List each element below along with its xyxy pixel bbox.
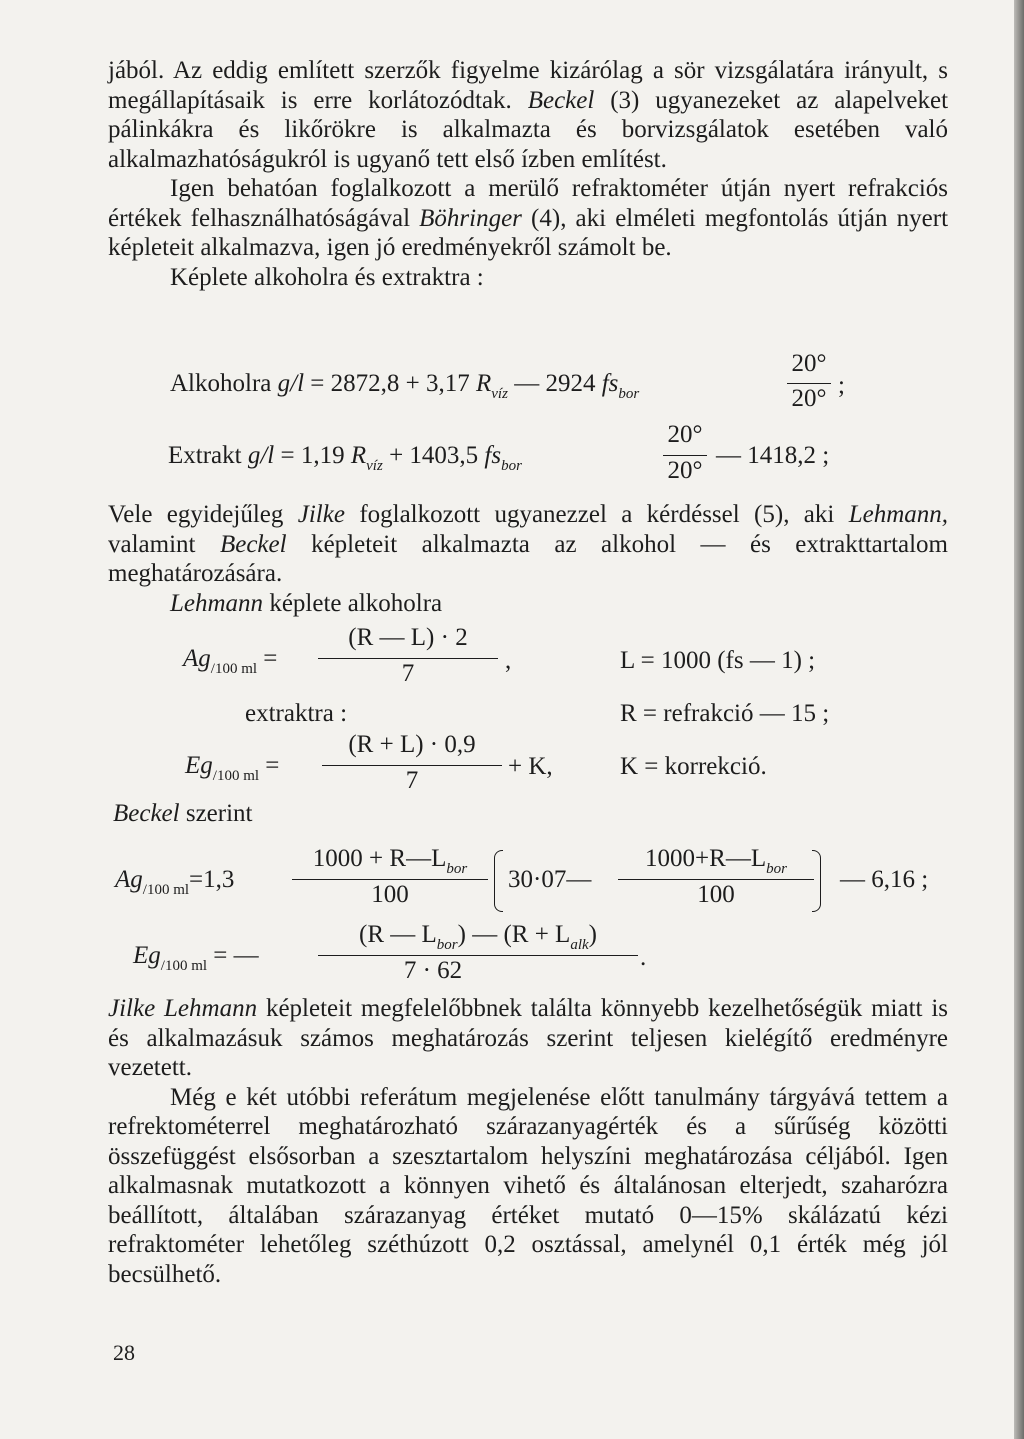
ag2-den2: 100 [697, 881, 735, 908]
f2-label: Extrakt [168, 442, 242, 469]
eg2-lhs: Eg [133, 942, 161, 969]
page-number: 28 [113, 1340, 135, 1365]
ag2-left-bracket [494, 850, 503, 912]
def-l: L = 1000 (fs — 1) ; [620, 647, 816, 674]
ag2-num2: 1000+R—L [645, 845, 767, 872]
ag2-num2-sub: bor [766, 861, 787, 877]
para4d-text: képleteit alkalmazta az alkohol — és extrakttartalom meghatározására. [108, 530, 948, 587]
eg2-bar [318, 955, 638, 956]
paragraph-6 [108, 1083, 948, 1290]
eg2-num-sub: bor [436, 937, 458, 953]
f2-fs-sub: bor [501, 458, 522, 474]
ag2-num: 1000 + R—L [312, 845, 447, 872]
f1-num: 20° [791, 350, 827, 377]
f2-den: 20° [667, 457, 703, 484]
paragraph-2 [108, 174, 948, 263]
author-jilke: Jilke [297, 501, 345, 528]
f1-eq: = 2872,8 + 3,17 [310, 370, 470, 397]
para3-text: Képlete alkoholra és extraktra : [170, 263, 484, 291]
eg1-eq: = [265, 752, 280, 779]
f1-fs: fs [601, 370, 619, 397]
lehmann-head-text: képlete alkoholra [269, 589, 443, 617]
page-body [108, 56, 948, 292]
para6-text: Még e két utóbbi referátum megjelenése előtt tanulmány tárgyává tettem a refrektométerrel meghatározható szárazanyagérték és a sűrűség közötti összefüggést elsősorban a szesztartalom helyszíni meghatározása céljából. Igen alkalmasnak mutatkozott a könnyen vihető és általánosan elterjedt, szaharózra beállított, általában szárazanyag értéket mutató 0—15% skálázatú kézi refraktométer lehetőleg széthúzott 0,2 osztással, amelynél 0,1 érték még jól becsülhető. [108, 1083, 948, 1288]
para5-text: képleteit megfelelőbbnek találta könnyebb kezelhetőségük miatt is és alkalmazásuk számos meghatározás szerint teljesen kielégítő eredményre vezetett. [108, 995, 949, 1081]
para1b-text: (3) ugyanezeket az alapelveket pálinkákra és likőrökre is alkalmazta és borvizsgálatok esetében való alkalmazhatóságukról is ugyanő tett első ízben említést. [108, 86, 949, 173]
eg1-lhs-sub: /100 ml [212, 768, 260, 784]
ag2-num-sub: bor [446, 861, 468, 877]
paragraph-5 [108, 994, 948, 1083]
ag2-lhs: Ag [115, 866, 143, 893]
def-r: R = refrakció — 15 ; [620, 700, 830, 727]
ag1-num: (R — L) · 2 [348, 624, 468, 651]
paragraph-1 [108, 56, 948, 174]
f1-label: Alkoholra [170, 370, 272, 397]
author-bohringer: Böhringer [419, 204, 522, 232]
f1-fs-sub: bor [618, 386, 640, 402]
paragraph-3 [108, 263, 948, 293]
beckel-heading [113, 800, 253, 828]
eg2-lhs-sub: /100 ml [160, 958, 208, 974]
ag2-den: 100 [371, 881, 409, 908]
f1-den: 20° [791, 385, 827, 412]
para4c-text: valamint [108, 530, 196, 558]
eg1-end: + K, [508, 753, 553, 780]
ag2-lhs-sub: /100 ml [142, 882, 190, 898]
eg1-den: 7 [405, 767, 419, 794]
ag2-eq: =1,3 [189, 866, 235, 893]
eg2-num-sub2: alk [570, 937, 589, 953]
f2-fs: fs [484, 442, 502, 469]
para2a-text: Igen behatóan foglalkozott a merülő refraktométer útján nyert refrakciós értékek felhasználhatóságával [108, 175, 948, 232]
f2-eq: = 1,19 [280, 442, 345, 469]
f2-bar [663, 455, 707, 456]
ag1-lhs: Ag [183, 645, 211, 672]
lehmann-head-name: Lehmann [170, 589, 264, 617]
ag1-lhs-sub: /100 ml [210, 661, 258, 677]
eg1-num: (R + L) · 0,9 [348, 731, 476, 758]
eg2-end: . [640, 944, 647, 971]
eg2-num-mid: ) — (R + L [457, 921, 571, 948]
f1-r-sub: víz [491, 386, 508, 402]
ag1-eq: = [263, 645, 278, 672]
paragraph-4 [108, 500, 948, 589]
extraktra-label: extraktra : [245, 700, 348, 727]
ag2-bar2 [618, 879, 814, 880]
ag2-num-wrap [292, 845, 488, 878]
eg2-num: (R — L [359, 921, 437, 948]
author-beckel: Beckel [527, 86, 595, 114]
beckel-head-text: szerint [185, 800, 253, 827]
beckel-head-name: Beckel [113, 800, 180, 827]
f1-r: R [475, 370, 492, 397]
para2b-text: (4), aki elméleti megfontolás útján nyert képleteit alkalmazva, igen jó eredményekről számolt be. [108, 204, 949, 261]
author-beckel-2: Beckel [219, 530, 287, 558]
ag1-den: 7 [401, 660, 415, 687]
page-edge-shadow [1014, 0, 1024, 1439]
f2-num: 20° [667, 421, 703, 448]
f2-mid: + 1403,5 [389, 442, 479, 469]
f1-bar [787, 383, 831, 384]
f2-r-sub: víz [366, 458, 383, 474]
f1-end: ; [838, 372, 845, 399]
page-body-2 [108, 500, 948, 618]
ag2-end: — 6,16 ; [840, 866, 929, 893]
eg2-den: 7 · 62 [403, 957, 463, 984]
ag1-end: , [505, 647, 512, 674]
eg1-bar [322, 765, 502, 766]
para4b-text: foglalkozott ugyanezzel a kérdéssel (5), aki [359, 501, 835, 528]
ag2-mid: 30·07— [508, 866, 592, 893]
ag2-right-bracket [812, 850, 821, 912]
f1-unit: g/l [277, 370, 305, 397]
f2-r: R [350, 442, 367, 469]
eg2-eq: = — [213, 942, 259, 969]
author-lehmann: Lehmann, [848, 501, 949, 528]
eg1-lhs: Eg [185, 752, 213, 779]
lehmann-heading [108, 589, 948, 619]
ag2-num2-wrap [618, 845, 814, 878]
ag2-bar [292, 879, 488, 880]
ag1-bar [318, 658, 498, 659]
def-k: K = korrekció. [620, 753, 767, 780]
para1-text: jából. Az eddig említett szerzők figyelme kizárólag a sör vizsgálatára irányult, s megállapításaik is erre korlátozódtak. [108, 57, 948, 114]
author-jilke-lehmann: Jilke Lehmann [108, 995, 258, 1022]
eg2-num-wrap [318, 921, 638, 954]
para4a-text: Vele egyidejűleg [108, 501, 284, 528]
f2-end: — 1418,2 ; [716, 442, 830, 469]
eg2-num-end: ) [588, 921, 597, 948]
page-body-3 [108, 994, 948, 1289]
f1-mid: — 2924 [514, 370, 596, 397]
f2-unit: g/l [247, 442, 275, 469]
